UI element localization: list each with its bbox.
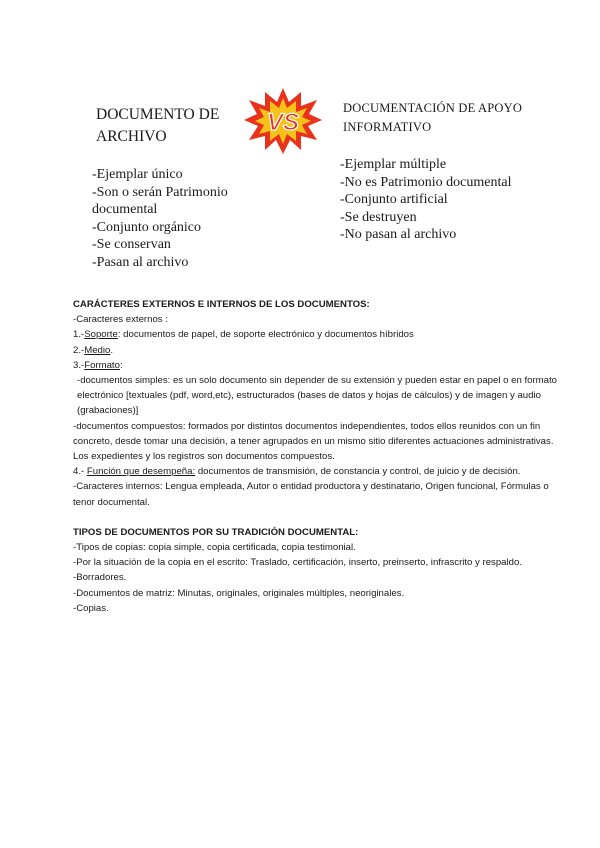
- vs-label: VS: [266, 109, 300, 136]
- simples-paragraph: -documentos simples: es un solo documento sin depender de su extensión y pueden estar en papel o en formato electrónico [textuales (pdf, word,etc), estructurados (bases de datos y hojas de cálculos) y de imagen y audio (grabaciones)]: [77, 375, 557, 417]
- list-item: -Pasan al archivo: [92, 254, 189, 270]
- section-heading: TIPOS DE DOCUMENTOS POR SU TRADICIÓN DOCUMENTAL:: [73, 526, 359, 538]
- left-column-title: DOCUMENTO DE ARCHIVO: [96, 106, 220, 145]
- list-item: -No es Patrimonio documental: [340, 174, 512, 190]
- list-item: -Por la situación de la copia en el escrito: Traslado, certificación, inserto, preinserto, infrascrito y respaldo.: [73, 557, 522, 569]
- list-item: -Son o serán Patrimonio documental: [92, 184, 228, 218]
- section-heading: CARÁCTERES EXTERNOS E INTERNOS DE LOS DOCUMENTOS:: [73, 299, 370, 310]
- medio-line: 2.-Medio.: [73, 344, 114, 356]
- soporte-line: 1.-Soporte: documentos de papel, de soporte electrónico y documentos híbridos: [73, 329, 414, 341]
- list-item: -Conjunto orgánico: [92, 219, 202, 235]
- funcion-line: 4.- Función que desempeña: documentos de transmisión, de constancia y control, de juicio y de decisión.: [73, 466, 521, 478]
- list-item: -Tipos de copias: copia simple, copia certificada, copia testimonial.: [73, 542, 356, 554]
- list-item: -Documentos de matriz: Minutas, originales, originales múltiples, neoriginales.: [73, 587, 405, 599]
- list-item: -Ejemplar único: [92, 167, 183, 182]
- left-list: [92, 166, 292, 272]
- list-item: -Se destruyen: [340, 209, 417, 225]
- document-body: [73, 297, 559, 616]
- right-column-title: DOCUMENTACIÓN DE APOYO INFORMATIVO: [343, 101, 523, 134]
- vs-icon: [243, 86, 323, 156]
- internos-paragraph: -Caracteres internos: Lengua empleada, Autor o entidad productora y destinatario, Origen funcional, Fórmulas o tenor documental.: [73, 481, 549, 508]
- list-item: -Borradores.: [73, 572, 127, 584]
- list-item: -Copias.: [73, 602, 109, 614]
- right-list: [340, 156, 560, 244]
- externos-line: -Caracteres externos :: [73, 314, 168, 326]
- list-item: -Conjunto artificial: [340, 192, 448, 208]
- compuestos-paragraph: -documentos compuestos: formados por distintos documentos independientes, todos ellos reunidos con un fin concreto, desde tomar una decisión, a tener agrupados en un mismo sitio diferentes actuaciones administrativas. Los expedientes y los registros son documentos compuestos.: [73, 420, 554, 463]
- list-item: -No pasan al archivo: [340, 227, 457, 243]
- formato-line: 3.-Formato:: [73, 359, 123, 371]
- list-item: -Se conservan: [92, 237, 171, 253]
- list-item: -Ejemplar múltiple: [340, 157, 447, 172]
